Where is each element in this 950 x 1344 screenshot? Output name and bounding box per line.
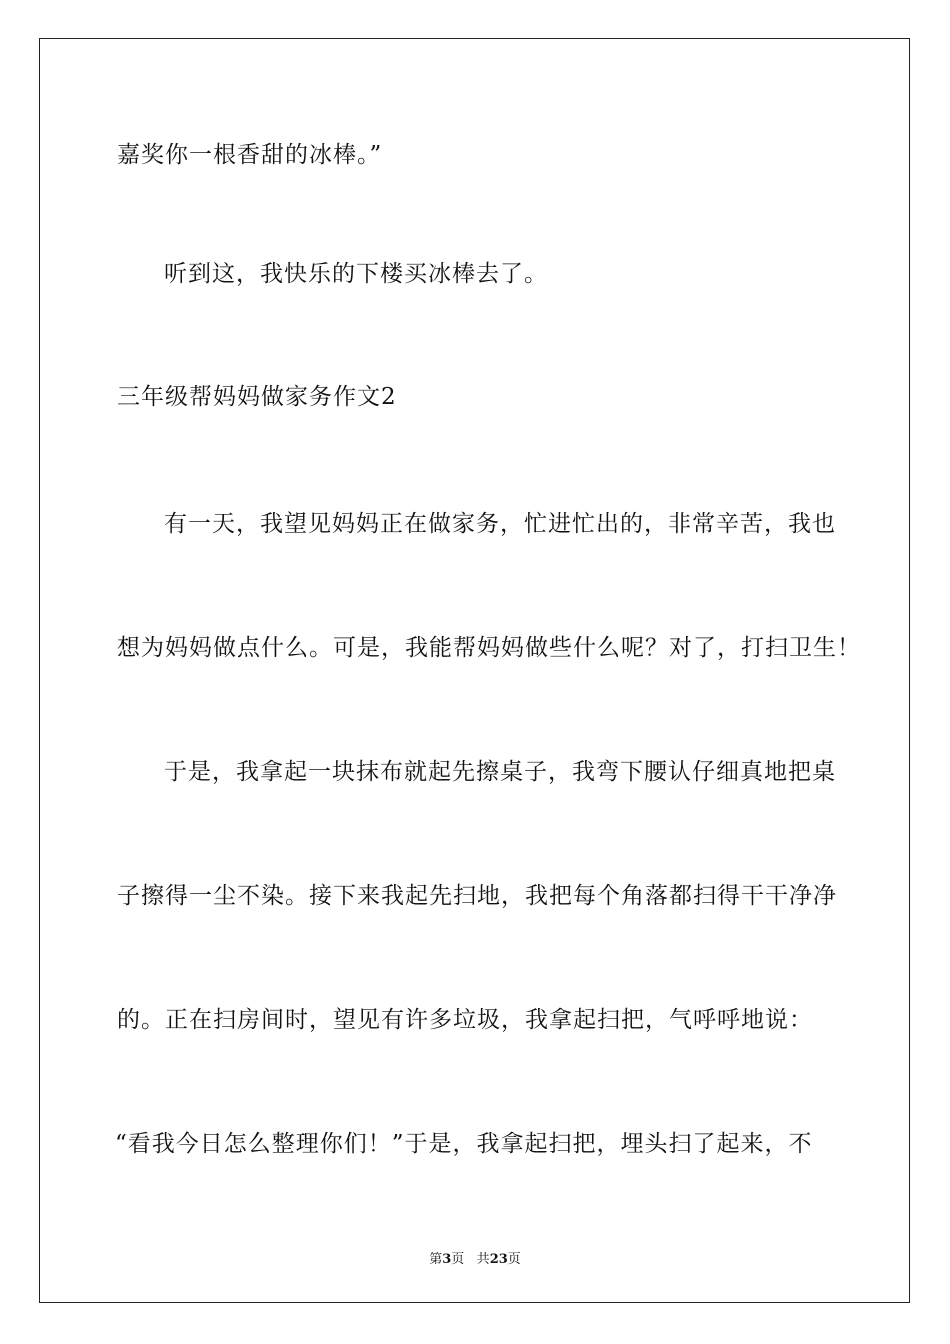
text-line-8: “看我今日怎么整理你们！”于是，我拿起扫把，埋头扫了起来，不: [115, 1131, 813, 1157]
page-footer: [0, 1248, 950, 1267]
footer-total-suffix: 页: [507, 1252, 521, 1267]
footer-prefix: 第: [429, 1252, 443, 1267]
footer-total-pages: 23: [489, 1252, 508, 1267]
text-line-5: 于是，我拿起一块抹布就起先擦桌子，我弯下腰认仔细真地把桌: [164, 759, 836, 785]
section-heading: 三年级帮妈妈做家务作文2: [117, 384, 397, 410]
footer-page-suffix: 页: [451, 1252, 465, 1267]
text-line-1: 嘉奖你一根香甜的冰棒。”: [117, 142, 383, 168]
page-border: [39, 38, 910, 1303]
text-line-7: 的。正在扫房间时，望见有许多垃圾，我拿起扫把，气呼呼地说：: [117, 1007, 813, 1033]
footer-page-number: 3: [442, 1252, 452, 1267]
text-line-3: 有一天，我望见妈妈正在做家务，忙进忙出的，非常辛苦，我也: [164, 511, 836, 537]
text-line-2: 听到这，我快乐的下楼买冰棒去了。: [164, 261, 548, 287]
text-line-4: 想为妈妈做点什么。可是，我能帮妈妈做些什么呢？对了，打扫卫生！: [117, 635, 861, 661]
text-line-6: 子擦得一尘不染。接下来我起先扫地，我把每个角落都扫得干干净净: [117, 883, 837, 909]
footer-total-prefix: 共: [476, 1252, 490, 1267]
